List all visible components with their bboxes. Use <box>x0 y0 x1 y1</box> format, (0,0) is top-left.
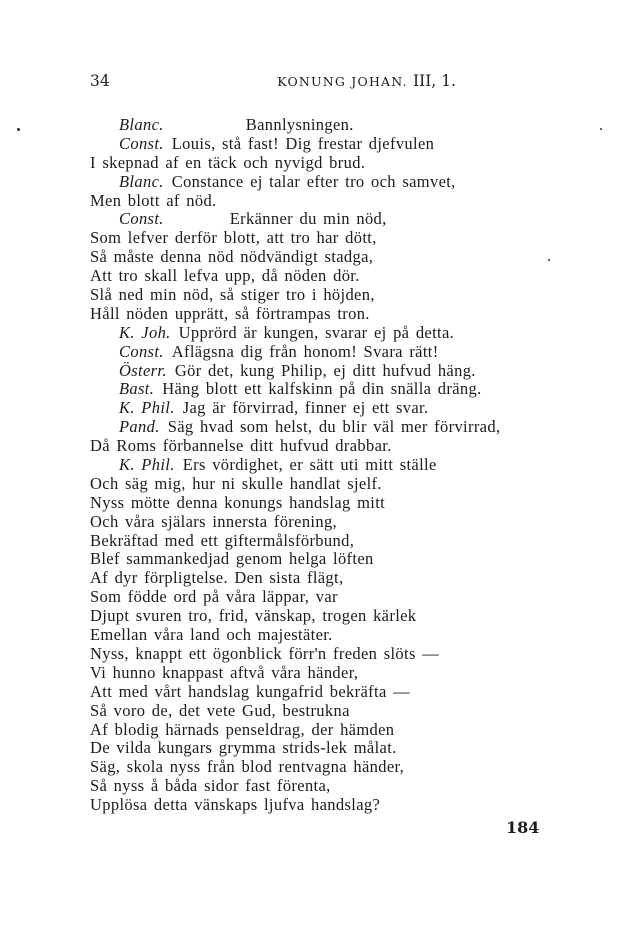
dialogue-line <box>90 362 560 381</box>
line-text: Louis, stå fast! Dig frestar djefvulen <box>171 133 435 153</box>
line-text: Och våra själars innersta förening, <box>90 511 338 531</box>
verse-line <box>90 758 560 777</box>
verse-line <box>90 626 560 645</box>
play-text <box>90 116 560 815</box>
verse-line <box>90 286 560 305</box>
dialogue-line <box>90 343 560 362</box>
line-text: Nyss, knappt ett ögonblick förr'n freden slöts — <box>90 643 440 663</box>
running-title-text: KONUNG JOHAN. <box>277 74 408 89</box>
verse-line <box>90 192 560 211</box>
verse-line <box>90 569 560 588</box>
line-text: Häng blott ett kalfskinn på din snälla dräng. <box>162 379 482 399</box>
speaker-name: Blanc. <box>119 171 164 191</box>
line-text: Ers vördighet, er sätt uti mitt ställe <box>182 455 437 475</box>
speaker-name: Const. <box>119 209 164 229</box>
dialogue-line <box>90 399 560 418</box>
line-text: Upprörd är kungen, svarar ej på detta. <box>178 322 455 342</box>
speaker-name: Pand. <box>119 417 160 437</box>
verse-line <box>90 739 560 758</box>
line-text: Slå ned min nöd, så stiger tro i höjden, <box>90 285 375 305</box>
verse-line <box>90 494 560 513</box>
line-text: I skepnad af en täck och nyvigd brud. <box>90 152 366 172</box>
speaker-name: K. Joh. <box>119 322 171 342</box>
dialogue-line <box>90 210 560 229</box>
line-text: Så nyss å båda sidor fast förenta, <box>90 776 331 796</box>
line-text: De vilda kungars grymma strids-lek målat. <box>90 738 397 758</box>
line-text: Af dyr förpligtelse. Den sista flägt, <box>90 568 344 588</box>
verse-line <box>90 532 560 551</box>
line-text: Att med vårt handslag kungafrid bekräfta — <box>90 681 410 701</box>
line-text: Emellan våra land och majestäter. <box>90 625 333 645</box>
verse-line <box>90 664 560 683</box>
speaker-name: Const. <box>119 133 164 153</box>
line-text: Gör det, kung Philip, ej ditt hufvud häng. <box>174 360 476 380</box>
margin-speck <box>17 128 20 131</box>
verse-line <box>90 702 560 721</box>
speaker-name: K. Phil. <box>119 455 175 475</box>
dialogue-line <box>90 456 560 475</box>
line-text: Som födde ord på våra läppar, var <box>90 587 338 607</box>
verse-line <box>90 229 560 248</box>
dialogue-line <box>90 418 560 437</box>
line-text: Att tro skall lefva upp, då nöden dör. <box>90 266 360 286</box>
dialogue-line <box>90 380 560 399</box>
page-header <box>90 72 456 96</box>
line-text: Då Roms förbannelse ditt hufvud drabbar. <box>90 436 392 456</box>
verse-line <box>90 777 560 796</box>
verse-line <box>90 267 560 286</box>
speaker-name: K. Phil. <box>119 398 175 418</box>
verse-line <box>90 607 560 626</box>
line-text: Jag är förvirrad, finner ej ett svar. <box>182 398 429 418</box>
page-number: 34 <box>90 72 110 90</box>
line-text: Vi hunno knappast aftvå våra händer, <box>90 662 359 682</box>
speaker-name: Österr. <box>119 360 167 380</box>
verse-line <box>90 683 560 702</box>
verse-line <box>90 513 560 532</box>
line-text: Säg, skola nyss från blod rentvagna händer, <box>90 757 405 777</box>
dialogue-line <box>90 135 560 154</box>
verse-line <box>90 645 560 664</box>
line-text: Håll nöden upprätt, så förtrampas tron. <box>90 303 370 323</box>
dialogue-line <box>90 116 560 135</box>
act-scene: III, 1. <box>412 72 456 90</box>
line-text: Constance ej talar efter tro och samvet, <box>171 171 456 191</box>
line-text: Så voro de, det vete Gud, bestrukna <box>90 700 350 720</box>
line-text: Aflägsna dig från honom! Svara rätt! <box>171 341 439 361</box>
line-text: Men blott af nöd. <box>90 190 217 210</box>
verse-line <box>90 305 560 324</box>
line-text: Säg hvad som helst, du blir väl mer förvirrad, <box>167 417 501 437</box>
verse-line <box>90 475 560 494</box>
line-text: Som lefver derför blott, att tro har dött, <box>90 228 377 248</box>
line-text: Så måste denna nöd nödvändigt stadga, <box>90 247 374 267</box>
dialogue-line <box>90 324 560 343</box>
line-text: Af blodig härnads penseldrag, der hämden <box>90 719 395 739</box>
verse-line <box>90 437 560 456</box>
verse-line <box>90 588 560 607</box>
line-text: Blef sammankedjad genom helga löften <box>90 549 374 569</box>
line-text: Bannlysningen. <box>245 115 354 134</box>
speaker-name: Bast. <box>119 379 155 399</box>
speaker-name: Blanc. <box>119 115 164 134</box>
verse-line <box>90 550 560 569</box>
verse-line <box>90 796 560 815</box>
line-text: Upplösa detta vänskaps ljufva handslag? <box>90 795 381 815</box>
dialogue-line <box>90 173 560 192</box>
printer-signature: 184 <box>506 818 540 837</box>
margin-speck <box>548 259 550 261</box>
verse-line <box>90 721 560 740</box>
verse-line <box>90 248 560 267</box>
verse-line <box>90 154 560 173</box>
line-text: Och säg mig, hur ni skulle handlat sjelf. <box>90 473 382 493</box>
speaker-name: Const. <box>119 341 164 361</box>
line-text: Erkänner du min nöd, <box>229 209 387 229</box>
margin-speck <box>600 128 602 130</box>
line-text: Nyss mötte denna konungs handslag mitt <box>90 492 386 512</box>
line-text: Bekräftad med ett giftermålsförbund, <box>90 530 355 550</box>
running-title <box>277 72 456 90</box>
line-text: Djupt svuren tro, frid, vänskap, trogen kärlek <box>90 606 417 626</box>
